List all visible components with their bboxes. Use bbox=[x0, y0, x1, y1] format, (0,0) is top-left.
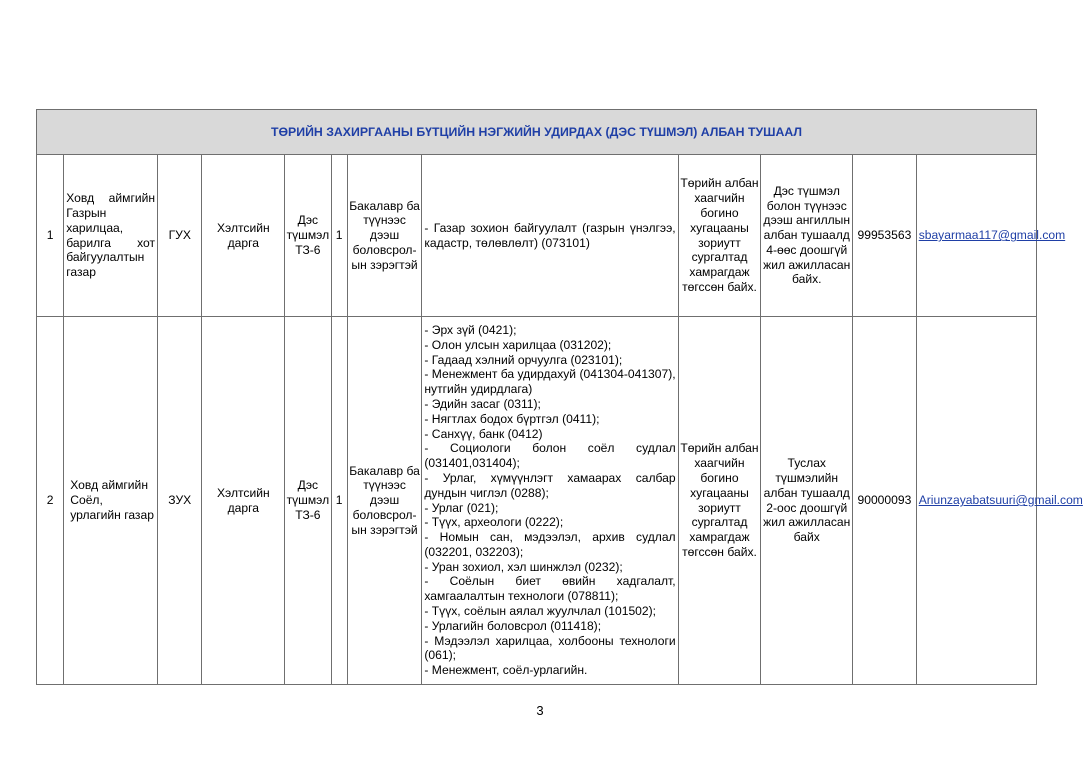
table-row bbox=[37, 317, 1037, 685]
specialty-item: - Газар зохион байгуулалт (газрын үнэлгээ, кадастр, төлөвлөлт) (073101) bbox=[424, 220, 676, 250]
specialty-item: - Уран зохиол, хэл шинжлэл (0232); bbox=[424, 559, 623, 574]
experience-requirement: Дэс түшмэл болон түүнээс дээш ангиллын албан тушаалд 4-өөс доошгүй жил ажилласан байх. bbox=[761, 155, 853, 317]
row-number: 1 bbox=[37, 155, 64, 317]
position-count: 1 bbox=[331, 317, 347, 685]
email-link[interactable]: sbayarmaa117@gmail.com bbox=[916, 155, 1036, 317]
training-requirement: Төрийн албан хаагчийн богино хугацааны зориутт сургалтад хамрагдаж төгссөн байх. bbox=[678, 317, 761, 685]
experience-requirement: Туслах түшмэлийн албан тушаалд 2-оос доошгүй жил ажилласан байх bbox=[761, 317, 853, 685]
specialty-item: - Түүх, соёлын аялал жуулчлал (101502); bbox=[424, 604, 657, 619]
specialty-item: - Эдийн засаг (0311); bbox=[424, 396, 541, 411]
specialty-list bbox=[422, 317, 678, 685]
specialty-item: - Менежмент, соёл-урлагийн. bbox=[424, 663, 588, 678]
table-row bbox=[37, 155, 1037, 317]
specialty-list bbox=[422, 155, 678, 317]
row-number: 2 bbox=[37, 317, 64, 685]
position-rank: Дэс түшмэл ТЗ-6 bbox=[285, 155, 331, 317]
specialty-item: - Санхүү, банк (0412) bbox=[424, 426, 543, 441]
position-count: 1 bbox=[331, 155, 347, 317]
position-rank: Дэс түшмэл ТЗ-6 bbox=[285, 317, 331, 685]
specialty-item: - Урлаг, хүмүүнлэгт хамаарах салбар дундын чиглэл (0288); bbox=[424, 470, 676, 500]
position-title: Хэлтсийн дарга bbox=[202, 155, 285, 317]
table-header-row bbox=[37, 110, 1037, 155]
organization-name: Ховд аймгийн Соёл, урлагийн газар bbox=[64, 317, 158, 685]
specialty-item: - Урлагийн боловсрол (011418); bbox=[424, 618, 602, 633]
training-requirement: Төрийн албан хаагчийн богино хугацааны зориутт сургалтад хамрагдаж төгссөн байх. bbox=[678, 155, 761, 317]
phone-number: 99953563 bbox=[853, 155, 917, 317]
specialty-item: - Номын сан, мэдээлэл, архив судлал (032201, 032203); bbox=[424, 530, 676, 559]
specialty-item: - Гадаад хэлний орчуулга (023101); bbox=[424, 352, 623, 367]
specialty-item: - Менежмент ба удирдахуй (041304-041307), нутгийн удирдлага) bbox=[424, 367, 676, 397]
email-link[interactable]: Ariunzayabatsuuri@gmail.com bbox=[916, 317, 1036, 685]
table-title: ТӨРИЙН ЗАХИРГААНЫ БҮТЦИЙН НЭГЖИЙН УДИРДАХ (ДЭС ТҮШМЭЛ) АЛБАН ТУШААЛ bbox=[37, 110, 1037, 155]
specialty-item: - Урлаг (021); bbox=[424, 500, 499, 515]
phone-number: 90000093 bbox=[853, 317, 917, 685]
specialty-item: - Соёлын биет өвийн хадгалалт, хамгаалалтын технологи (078811); bbox=[424, 574, 676, 604]
organization-abbr: ЗУХ bbox=[158, 317, 202, 685]
page-number: 3 bbox=[536, 703, 544, 718]
positions-table bbox=[36, 109, 1083, 685]
specialty-item: - Социологи болон соёл судлал (031401,031404); bbox=[424, 441, 676, 471]
education-requirement: Бакалавр ба түүнээс дээш боловсрол-ын зэрэгтэй bbox=[347, 317, 422, 685]
position-title: Хэлтсийн дарга bbox=[202, 317, 285, 685]
specialty-item: - Эрх зүй (0421); bbox=[424, 322, 517, 337]
specialty-item: - Нягтлах бодох бүртгэл (0411); bbox=[424, 411, 600, 426]
specialty-item: - Мэдээлэл харилцаа, холбооны технологи (061); bbox=[424, 633, 676, 663]
organization-abbr: ГУХ bbox=[158, 155, 202, 317]
specialty-item: - Түүх, археологи (0222); bbox=[424, 515, 564, 530]
specialty-item: - Олон улсын харилцаа (031202); bbox=[424, 337, 612, 352]
organization-name: Ховд аймгийн Газрын харилцаа, барилга хот байгуулалтын газар bbox=[64, 155, 158, 317]
education-requirement: Бакалавр ба түүнээс дээш боловсрол-ын зэрэгтэй bbox=[347, 155, 422, 317]
